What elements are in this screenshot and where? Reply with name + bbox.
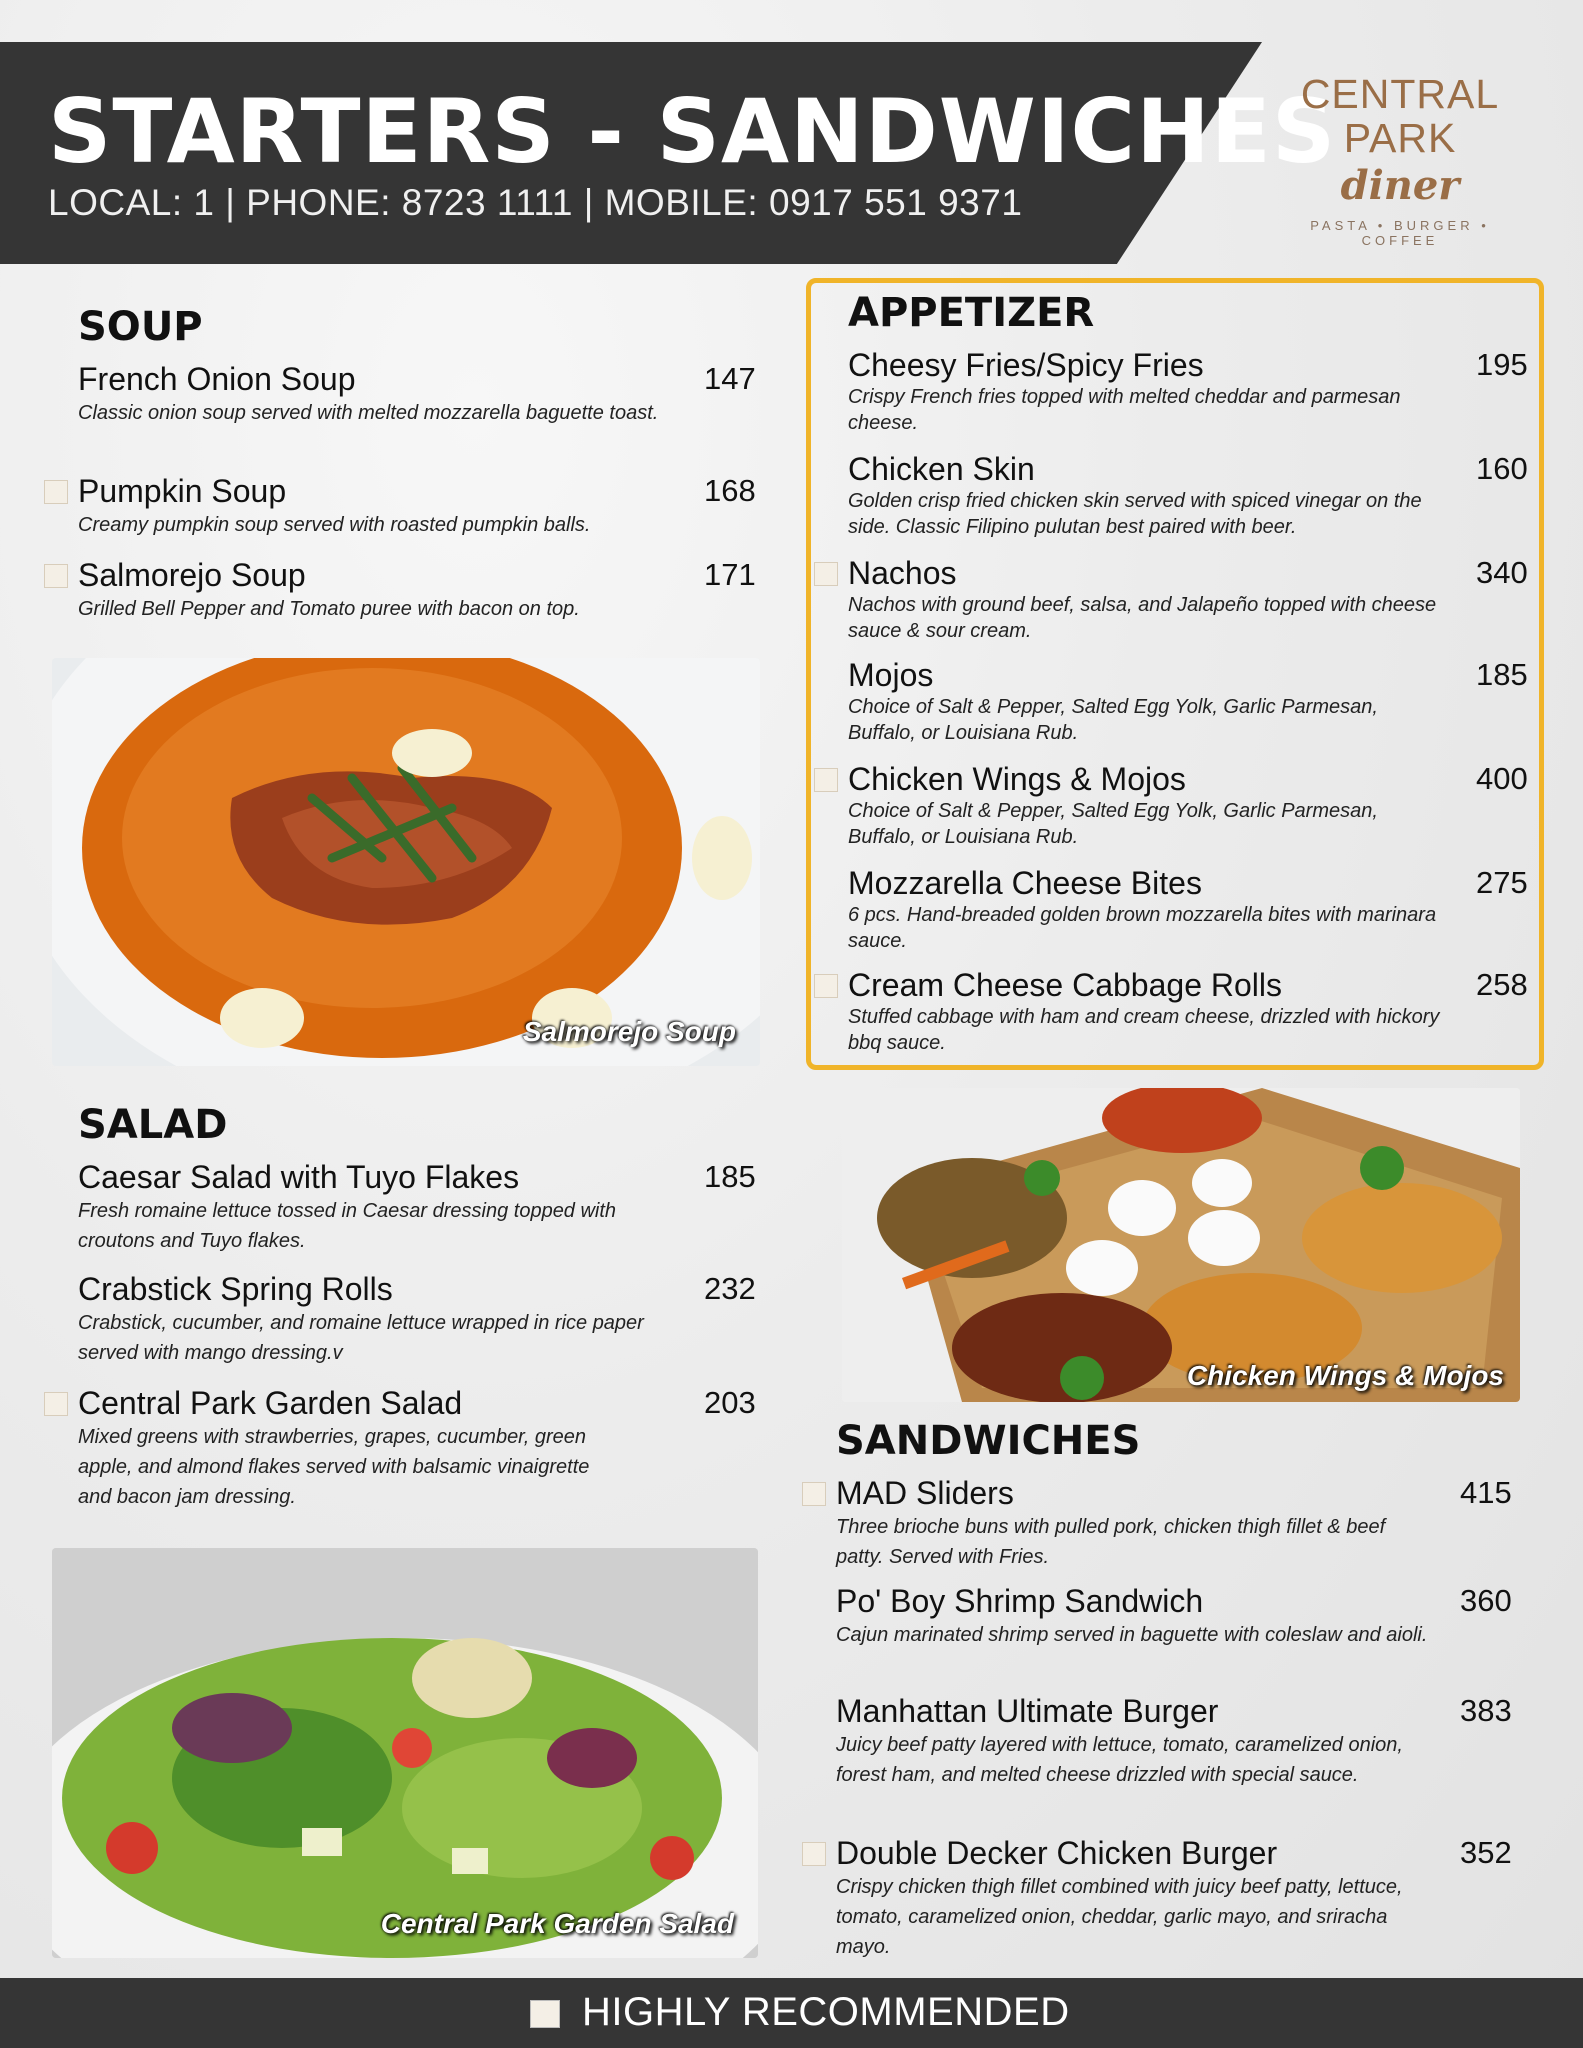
item-description: Grilled Bell Pepper and Tomato puree with bacon on top. bbox=[78, 598, 580, 620]
item-name: Double Decker Chicken Burger bbox=[836, 1835, 1278, 1871]
menu-item bbox=[78, 556, 754, 624]
menu-item bbox=[78, 1270, 754, 1368]
item-price: 185 bbox=[704, 1159, 756, 1194]
contact-info: LOCAL: 1 | PHONE: 8723 1111 | MOBILE: 0917 551 9371 bbox=[48, 182, 1023, 223]
recommended-icon bbox=[44, 564, 68, 588]
section-title-soup: SOUP bbox=[78, 304, 203, 350]
item-name: Pumpkin Soup bbox=[78, 473, 287, 509]
item-description: Three brioche buns with pulled pork, chicken thigh fillet & beef patty. Served with Fries. bbox=[836, 1516, 1386, 1568]
item-description: Choice of Salt & Pepper, Salted Egg Yolk, Garlic Parmesan, Buffalo, or Louisiana Rub. bbox=[848, 696, 1378, 744]
item-description: Crispy French fries topped with melted cheddar and parmesan cheese. bbox=[848, 386, 1401, 434]
item-name: French Onion Soup bbox=[78, 361, 356, 397]
item-name: Mojos bbox=[848, 657, 934, 693]
recommended-icon bbox=[802, 1842, 826, 1866]
recommended-icon bbox=[802, 1482, 826, 1506]
recommended-icon bbox=[530, 2000, 560, 2028]
photo-caption: Central Park Garden Salad bbox=[380, 1908, 734, 1939]
item-price: 360 bbox=[1460, 1583, 1512, 1618]
item-price: 232 bbox=[704, 1271, 756, 1306]
item-name: Central Park Garden Salad bbox=[78, 1385, 463, 1421]
item-price: 147 bbox=[704, 361, 756, 396]
item-description: Cajun marinated shrimp served in baguette with coleslaw and aioli. bbox=[836, 1624, 1428, 1646]
item-name: MAD Sliders bbox=[836, 1475, 1014, 1511]
menu-item bbox=[848, 760, 1528, 850]
item-price: 203 bbox=[704, 1385, 756, 1420]
recommended-icon bbox=[44, 480, 68, 504]
menu-item bbox=[836, 1582, 1516, 1650]
item-price: 171 bbox=[704, 557, 756, 592]
menu-item bbox=[848, 656, 1528, 746]
menu-item bbox=[848, 346, 1528, 436]
item-description: Nachos with ground beef, salsa, and Jalapeño topped with cheese sauce & sour cream. bbox=[848, 594, 1437, 642]
logo-line-central: CENTRAL bbox=[1300, 71, 1500, 117]
item-name: Chicken Wings & Mojos bbox=[848, 761, 1186, 797]
logo-tagline: PASTA • BURGER • COFFEE bbox=[1310, 218, 1490, 248]
item-description: Crabstick, cucumber, and romaine lettuce wrapped in rice paper served with mango dressing.v bbox=[78, 1312, 644, 1364]
recommended-icon bbox=[44, 1392, 68, 1416]
item-name: Cheesy Fries/Spicy Fries bbox=[848, 347, 1204, 383]
soup-photo bbox=[52, 658, 760, 1066]
item-price: 195 bbox=[1476, 347, 1528, 382]
menu-item bbox=[78, 1384, 754, 1512]
menu-item bbox=[848, 864, 1528, 954]
item-price: 340 bbox=[1476, 555, 1528, 590]
item-description: Mixed greens with strawberries, grapes, cucumber, green apple, and almond flakes served with balsamic vinaigrette and bacon jam dressing. bbox=[78, 1426, 590, 1508]
item-description: Stuffed cabbage with ham and cream cheese, drizzled with hickory bbq sauce. bbox=[848, 1006, 1440, 1054]
garden-salad-image bbox=[52, 1548, 758, 1958]
item-description: Golden crisp fried chicken skin served with spiced vinegar on the side. Classic Filipino pulutan best paired with beer. bbox=[848, 490, 1422, 538]
item-name: Salmorejo Soup bbox=[78, 557, 306, 593]
item-price: 185 bbox=[1476, 657, 1528, 692]
item-price: 160 bbox=[1476, 451, 1528, 486]
item-description: Juicy beef patty layered with lettuce, tomato, caramelized onion, forest ham, and melted cheese drizzled with special sauce. bbox=[836, 1734, 1403, 1786]
item-price: 275 bbox=[1476, 865, 1528, 900]
item-price: 383 bbox=[1460, 1693, 1512, 1728]
page-title: STARTERS - SANDWICHES bbox=[48, 80, 1337, 183]
section-title-sandwiches: SANDWICHES bbox=[836, 1418, 1141, 1464]
menu-item bbox=[848, 966, 1528, 1056]
menu-item bbox=[836, 1474, 1516, 1572]
logo-line-park: PARK bbox=[1343, 115, 1457, 161]
item-description: 6 pcs. Hand-breaded golden brown mozzarella bites with marinara sauce. bbox=[848, 904, 1437, 952]
item-price: 352 bbox=[1460, 1835, 1512, 1870]
item-description: Creamy pumpkin soup served with roasted pumpkin balls. bbox=[78, 514, 591, 536]
menu-item bbox=[836, 1834, 1516, 1962]
item-description: Fresh romaine lettuce tossed in Caesar dressing topped with croutons and Tuyo flakes. bbox=[78, 1200, 617, 1252]
recommended-icon bbox=[814, 562, 838, 586]
item-name: Mozzarella Cheese Bites bbox=[848, 865, 1202, 901]
item-description: Classic onion soup served with melted mozzarella baguette toast. bbox=[78, 402, 659, 424]
item-name: Chicken Skin bbox=[848, 451, 1035, 487]
section-title-appetizer: APPETIZER bbox=[848, 290, 1095, 336]
menu-item bbox=[848, 450, 1528, 540]
photo-caption: Chicken Wings & Mojos bbox=[1186, 1360, 1504, 1391]
item-description: Crispy chicken thigh fillet combined with juicy beef patty, lettuce, tomato, caramelized onion, cheddar, garlic mayo, and sriracha mayo. bbox=[836, 1876, 1403, 1958]
item-name: Manhattan Ultimate Burger bbox=[836, 1693, 1219, 1729]
item-description: Choice of Salt & Pepper, Salted Egg Yolk, Garlic Parmesan, Buffalo, or Louisiana Rub. bbox=[848, 800, 1378, 848]
menu-item bbox=[848, 554, 1528, 644]
item-name: Po' Boy Shrimp Sandwich bbox=[836, 1583, 1204, 1619]
chicken-wings-image bbox=[842, 1088, 1520, 1402]
item-name: Crabstick Spring Rolls bbox=[78, 1271, 393, 1307]
item-price: 415 bbox=[1460, 1475, 1512, 1510]
item-price: 400 bbox=[1476, 761, 1528, 796]
salad-photo bbox=[52, 1548, 758, 1958]
item-price: 258 bbox=[1476, 967, 1528, 1002]
footer-label: HIGHLY RECOMMENDED bbox=[582, 1990, 1070, 2034]
recommended-icon bbox=[814, 974, 838, 998]
wings-photo bbox=[842, 1088, 1520, 1402]
menu-item bbox=[78, 360, 754, 428]
photo-caption: Salmorejo Soup bbox=[522, 1016, 736, 1047]
item-name: Cream Cheese Cabbage Rolls bbox=[848, 967, 1282, 1003]
section-title-salad: SALAD bbox=[78, 1102, 228, 1148]
item-name: Nachos bbox=[848, 555, 957, 591]
logo-line-diner: diner bbox=[1340, 162, 1460, 209]
footer-legend bbox=[0, 1978, 1583, 2048]
item-price: 168 bbox=[704, 473, 756, 508]
recommended-icon bbox=[814, 768, 838, 792]
item-name: Caesar Salad with Tuyo Flakes bbox=[78, 1159, 520, 1195]
menu-item bbox=[78, 472, 754, 540]
salmorejo-soup-image bbox=[52, 658, 760, 1066]
restaurant-logo bbox=[1270, 72, 1530, 248]
menu-item bbox=[78, 1158, 754, 1256]
menu-item bbox=[836, 1692, 1516, 1790]
